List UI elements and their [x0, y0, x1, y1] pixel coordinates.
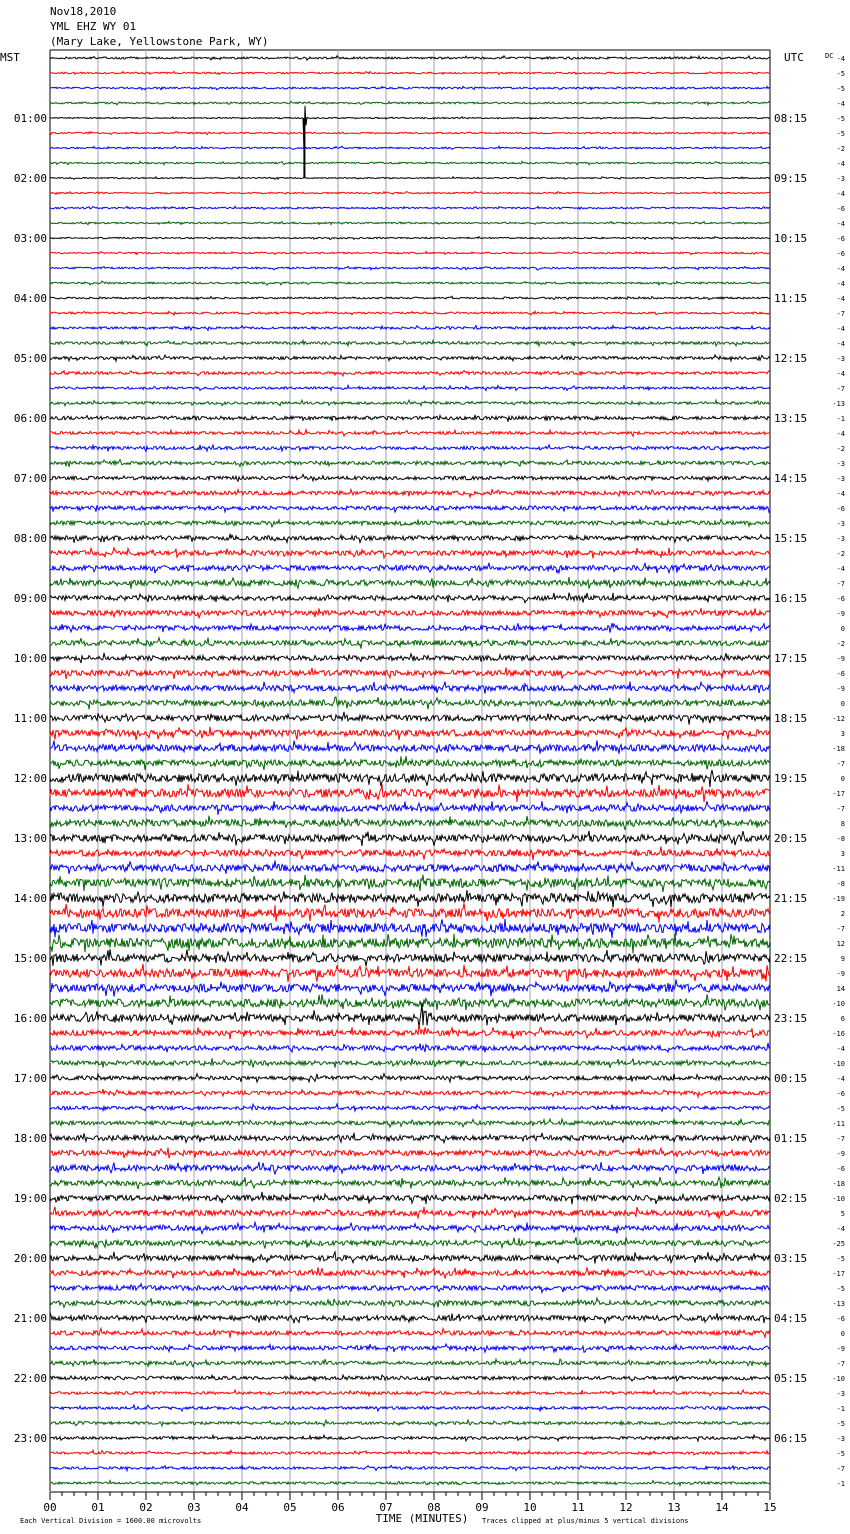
seismic-trace	[50, 1148, 770, 1159]
time-tick-label: 08	[427, 1501, 441, 1514]
mst-hour-label: 22:00	[13, 1372, 47, 1385]
seismic-trace	[50, 311, 770, 315]
dc-offset-label: -13	[832, 400, 845, 408]
seismic-trace	[50, 727, 770, 740]
time-tick-label: 10	[523, 1501, 537, 1514]
dc-offset-label: -5	[836, 1255, 845, 1263]
seismic-trace	[50, 177, 770, 180]
mst-axis-label: MST	[0, 51, 20, 64]
dc-offset-label: -6	[836, 1315, 845, 1323]
dc-offset-label: -2	[836, 445, 845, 453]
dc-offset-label: -6	[836, 1090, 845, 1098]
dc-offset-label: -4	[836, 100, 845, 108]
time-tick-label: 07	[379, 1501, 393, 1514]
seismic-trace	[50, 460, 770, 467]
seismic-trace	[50, 326, 770, 331]
dc-offset-label: -1	[836, 1480, 845, 1488]
seismic-trace	[50, 934, 770, 954]
seismic-trace	[50, 593, 770, 603]
dc-offset-label: -5	[836, 115, 845, 123]
dc-offset-label: -5	[836, 1420, 845, 1428]
seismic-trace	[50, 979, 770, 996]
seismic-trace	[50, 770, 770, 787]
dc-offset-label: -4	[836, 220, 845, 228]
seismic-trace	[50, 1344, 770, 1352]
seismic-trace	[50, 146, 770, 149]
seismic-trace	[50, 1043, 770, 1052]
dc-offset-label: -7	[836, 580, 845, 588]
seismic-trace	[50, 519, 770, 527]
dc-offset-label: 0	[840, 1330, 845, 1338]
dc-offset-label: -9	[836, 685, 845, 693]
utc-hour-label: 15:15	[774, 532, 808, 545]
dc-offset-label: -4	[836, 490, 845, 498]
dc-offset-label: -11	[832, 1120, 845, 1128]
time-tick-label: 14	[715, 1501, 729, 1514]
dc-offset-label: 14	[836, 985, 845, 993]
dc-offset-label: -4	[836, 370, 845, 378]
seismic-trace	[50, 445, 770, 452]
mst-hour-label: 02:00	[13, 172, 47, 185]
seismic-trace	[50, 712, 770, 725]
seismic-trace	[50, 1162, 770, 1175]
utc-hour-label: 00:15	[774, 1072, 808, 1085]
mst-hour-label: 05:00	[13, 352, 47, 365]
dc-offset-label: 8	[840, 820, 845, 828]
seismic-trace	[50, 1481, 770, 1486]
dc-offset-label: -7	[836, 1135, 845, 1143]
dc-offset-label: -5	[836, 1105, 845, 1113]
dc-offset-label: -19	[832, 895, 845, 903]
seismic-trace	[50, 1420, 770, 1426]
dc-offset-label: -4	[836, 295, 845, 303]
dc-offset-label: -16	[832, 1030, 845, 1038]
dc-offset-label: 3	[840, 730, 845, 738]
seismic-trace	[50, 281, 770, 285]
mst-hour-label: 07:00	[13, 472, 47, 485]
dc-offset-label: -3	[836, 475, 845, 483]
utc-hour-label: 22:15	[774, 952, 808, 965]
seismic-trace	[50, 106, 770, 150]
seismic-trace	[50, 577, 770, 589]
seismic-trace	[50, 296, 770, 300]
seismic-trace	[50, 831, 770, 846]
seismic-trace	[50, 875, 770, 892]
dc-offset-label: -9	[836, 970, 845, 978]
seismic-trace	[50, 474, 770, 481]
seismic-trace	[50, 1465, 770, 1470]
time-tick-label: 13	[667, 1501, 681, 1514]
mst-hour-label: 11:00	[13, 712, 47, 725]
utc-hour-label: 06:15	[774, 1432, 808, 1445]
dc-offset-label: -4	[836, 340, 845, 348]
seismic-trace	[50, 890, 770, 908]
dc-offset-label: -6	[836, 250, 845, 258]
dc-offset-label: -3	[836, 535, 845, 543]
mst-hour-label: 03:00	[13, 232, 47, 245]
mst-hour-label: 08:00	[13, 532, 47, 545]
utc-hour-label: 16:15	[774, 592, 808, 605]
dc-offset-label: -7	[836, 805, 845, 813]
utc-hour-label: 20:15	[774, 832, 808, 845]
dc-offset-label: -10	[832, 1375, 845, 1383]
header-station: YML EHZ WY 01	[50, 20, 137, 33]
seismic-trace	[50, 1119, 770, 1127]
seismic-trace	[50, 71, 770, 74]
utc-hour-label: 14:15	[774, 472, 808, 485]
seismic-trace	[50, 251, 770, 254]
mst-hour-label: 19:00	[13, 1192, 47, 1205]
seismic-trace	[50, 903, 770, 923]
dc-offset-label: -7	[836, 310, 845, 318]
seismic-trace	[50, 1405, 770, 1411]
mst-hour-label: 13:00	[13, 832, 47, 845]
seismic-trace	[50, 638, 770, 649]
mst-hour-label: 16:00	[13, 1012, 47, 1025]
seismic-trace	[50, 846, 770, 860]
dc-offset-label: -2	[836, 145, 845, 153]
mst-hour-label: 10:00	[13, 652, 47, 665]
dc-offset-label: -9	[836, 610, 845, 618]
seismic-trace	[50, 221, 770, 224]
seismic-trace	[50, 371, 770, 376]
dc-offset-label: -4	[836, 430, 845, 438]
dc-offset-label: 9	[840, 955, 845, 963]
dc-offset-label: -4	[836, 55, 845, 63]
time-tick-label: 09	[475, 1501, 489, 1514]
seismic-trace	[50, 1390, 770, 1396]
utc-hour-label: 02:15	[774, 1192, 808, 1205]
time-tick-label: 00	[43, 1501, 57, 1514]
dc-offset-label: -4	[836, 1225, 845, 1233]
seismic-trace	[50, 949, 770, 966]
mst-hour-label: 12:00	[13, 772, 47, 785]
seismic-trace	[50, 861, 770, 874]
seismic-trace	[50, 1284, 770, 1293]
utc-hour-label: 05:15	[774, 1372, 808, 1385]
seismic-trace	[50, 784, 770, 802]
dc-offset-label: -7	[836, 1360, 845, 1368]
dc-offset-label: 12	[836, 940, 845, 948]
seismic-trace	[50, 816, 770, 830]
dc-offset-label: -13	[832, 1300, 845, 1308]
dc-offset-label: -6	[836, 595, 845, 603]
seismic-trace	[50, 1074, 770, 1082]
seismic-trace	[50, 430, 770, 437]
dc-offset-label: -4	[836, 325, 845, 333]
dc-offset-label: 6	[840, 1015, 845, 1023]
mst-hour-label: 15:00	[13, 952, 47, 965]
utc-hour-label: 12:15	[774, 352, 808, 365]
time-tick-label: 03	[187, 1501, 201, 1514]
seismic-trace	[50, 919, 770, 938]
utc-hour-label: 19:15	[774, 772, 808, 785]
dc-offset-label: -3	[836, 520, 845, 528]
time-tick-label: 11	[571, 1501, 585, 1514]
seismic-trace	[50, 400, 770, 406]
utc-hour-label: 17:15	[774, 652, 808, 665]
seismic-trace	[50, 101, 770, 105]
utc-hour-label: 03:15	[774, 1252, 808, 1265]
dc-offset-label: -4	[836, 280, 845, 288]
seismic-trace	[50, 1133, 770, 1143]
dc-offset-label: -1	[836, 415, 845, 423]
time-tick-label: 15	[763, 1501, 777, 1514]
dc-offset-label: -9	[836, 1150, 845, 1158]
seismic-trace	[50, 563, 770, 573]
seismic-trace	[50, 1267, 770, 1278]
seismic-trace	[50, 355, 770, 361]
seismic-trace	[50, 1298, 770, 1307]
mst-hour-label: 04:00	[13, 292, 47, 305]
seismic-trace	[50, 1359, 770, 1367]
dc-offset-label: -4	[836, 160, 845, 168]
seismic-trace	[50, 964, 770, 982]
seismic-trace	[50, 1237, 770, 1248]
utc-hour-label: 23:15	[774, 1012, 808, 1025]
utc-axis-label: UTC	[784, 51, 804, 64]
header-date: Nov18,2010	[50, 5, 117, 18]
utc-hour-label: 18:15	[774, 712, 808, 725]
time-tick-label: 04	[235, 1501, 249, 1514]
dc-offset-label: -10	[832, 1000, 845, 1008]
dc-offset-label: -3	[836, 175, 845, 183]
time-tick-label: 05	[283, 1501, 297, 1514]
seismic-trace	[50, 534, 770, 543]
seismic-trace	[50, 1450, 770, 1455]
dc-offset-label: -7	[836, 760, 845, 768]
footer-scale-note: Each Vertical Division = 1600.00 microvolts	[20, 1517, 202, 1525]
dc-offset-label: -9	[836, 1345, 845, 1353]
utc-hour-label: 08:15	[774, 112, 808, 125]
dc-offset-label: -6	[836, 235, 845, 243]
dc-offset-label: 2	[840, 910, 845, 918]
dc-offset-label: -10	[832, 1060, 845, 1068]
mst-hour-label: 17:00	[13, 1072, 47, 1085]
dc-offset-label: -5	[836, 85, 845, 93]
dc-offset-label: -18	[832, 745, 845, 753]
seismic-trace	[50, 340, 770, 346]
dc-offset-label: -4	[836, 190, 845, 198]
dc-offset-label: -6	[836, 1165, 845, 1173]
mst-hour-label: 21:00	[13, 1312, 47, 1325]
mst-hour-label: 09:00	[13, 592, 47, 605]
dc-offset-label: -18	[832, 1180, 845, 1188]
dc-offset-label: -7	[836, 385, 845, 393]
mst-hour-label: 18:00	[13, 1132, 47, 1145]
seismic-trace	[50, 1435, 770, 1441]
dc-offset-label: -3	[836, 355, 845, 363]
seismic-trace	[50, 740, 770, 753]
seismic-trace	[50, 132, 770, 135]
dc-offset-label: -25	[832, 1240, 845, 1248]
dc-offset-label: -7	[836, 925, 845, 933]
dc-offset-label: 5	[840, 1210, 845, 1218]
footer-clip-note: Traces clipped at plus/minus 5 vertical divisions	[482, 1517, 689, 1525]
dc-offset-label: -4	[836, 265, 845, 273]
time-axis-title: TIME (MINUTES)	[375, 1512, 469, 1525]
dc-offset-label: -5	[836, 1450, 845, 1458]
seismic-trace	[50, 192, 770, 195]
mst-hour-label: 14:00	[13, 892, 47, 905]
dc-offset-label: -6	[836, 205, 845, 213]
seismic-trace	[50, 1177, 770, 1189]
seismic-trace	[50, 667, 770, 679]
seismic-trace	[50, 1375, 770, 1381]
seismic-trace	[50, 489, 770, 497]
dc-offset-label: -6	[836, 505, 845, 513]
dc-offset-label: 0	[840, 700, 845, 708]
dc-label: DC	[825, 52, 834, 60]
dc-offset-label: -1	[836, 1405, 845, 1413]
seismic-trace	[50, 1207, 770, 1219]
dc-offset-label: -2	[836, 640, 845, 648]
dc-offset-label: -12	[832, 715, 845, 723]
seismic-trace	[50, 237, 770, 240]
seismic-trace	[50, 608, 770, 618]
seismic-trace	[50, 1104, 770, 1112]
dc-offset-label: -11	[832, 865, 845, 873]
utc-hour-label: 11:15	[774, 292, 808, 305]
seismic-trace	[50, 1024, 770, 1039]
mst-hour-label: 23:00	[13, 1432, 47, 1445]
dc-offset-label: -6	[836, 670, 845, 678]
seismic-trace	[50, 653, 770, 663]
dc-offset-label: -17	[832, 1270, 845, 1278]
dc-offset-label: -4	[836, 565, 845, 573]
mst-hour-label: 01:00	[13, 112, 47, 125]
seismic-trace	[50, 1058, 770, 1068]
dc-offset-label: -7	[836, 1465, 845, 1473]
dc-offset-label: -9	[836, 655, 845, 663]
dc-offset-label: 0	[840, 775, 845, 783]
dc-offset-label: -3	[836, 1435, 845, 1443]
seismic-trace	[50, 994, 770, 1010]
seismic-trace	[50, 623, 770, 633]
dc-offset-label: -5	[836, 130, 845, 138]
dc-offset-label: 0	[840, 625, 845, 633]
mst-hour-label: 06:00	[13, 412, 47, 425]
time-tick-label: 01	[91, 1501, 105, 1514]
seismic-trace	[50, 682, 770, 694]
dc-offset-label: -5	[836, 1285, 845, 1293]
seismic-trace	[50, 801, 770, 815]
seismic-trace	[50, 697, 770, 709]
seismic-trace	[50, 505, 770, 512]
utc-hour-label: 04:15	[774, 1312, 808, 1325]
utc-hour-label: 09:15	[774, 172, 808, 185]
time-tick-label: 06	[331, 1501, 345, 1514]
dc-offset-label: -2	[836, 550, 845, 558]
seismic-trace	[50, 415, 770, 422]
seismic-trace	[50, 1312, 770, 1323]
dc-offset-label: -10	[832, 1195, 845, 1203]
seismic-trace	[50, 756, 770, 770]
seismic-trace	[50, 1328, 770, 1338]
seismic-trace	[50, 1222, 770, 1233]
seismic-trace	[50, 548, 770, 559]
seismic-trace	[50, 385, 770, 390]
header-location: (Mary Lake, Yellowstone Park, WY)	[50, 35, 269, 48]
dc-offset-label: -3	[836, 460, 845, 468]
seismic-trace	[50, 86, 770, 89]
seismic-trace	[50, 1089, 770, 1097]
utc-hour-label: 10:15	[774, 232, 808, 245]
seismic-trace	[50, 266, 770, 270]
utc-hour-label: 01:15	[774, 1132, 808, 1145]
seismic-trace	[50, 206, 770, 209]
seismic-trace	[50, 161, 770, 165]
dc-offset-label: -8	[836, 880, 845, 888]
seismic-trace	[50, 1192, 770, 1204]
dc-offset-label: -17	[832, 790, 845, 798]
dc-offset-label: -5	[836, 70, 845, 78]
seismic-trace	[50, 56, 770, 60]
dc-offset-label: -3	[836, 1390, 845, 1398]
dc-offset-label: -4	[836, 1075, 845, 1083]
utc-hour-label: 21:15	[774, 892, 808, 905]
mst-hour-label: 20:00	[13, 1252, 47, 1265]
seismic-trace	[50, 1252, 770, 1264]
time-tick-label: 02	[139, 1501, 153, 1514]
time-tick-label: 12	[619, 1501, 633, 1514]
dc-offset-label: -4	[836, 1045, 845, 1053]
utc-hour-label: 13:15	[774, 412, 808, 425]
dc-offset-label: 3	[840, 850, 845, 858]
dc-offset-label: -8	[836, 835, 845, 843]
